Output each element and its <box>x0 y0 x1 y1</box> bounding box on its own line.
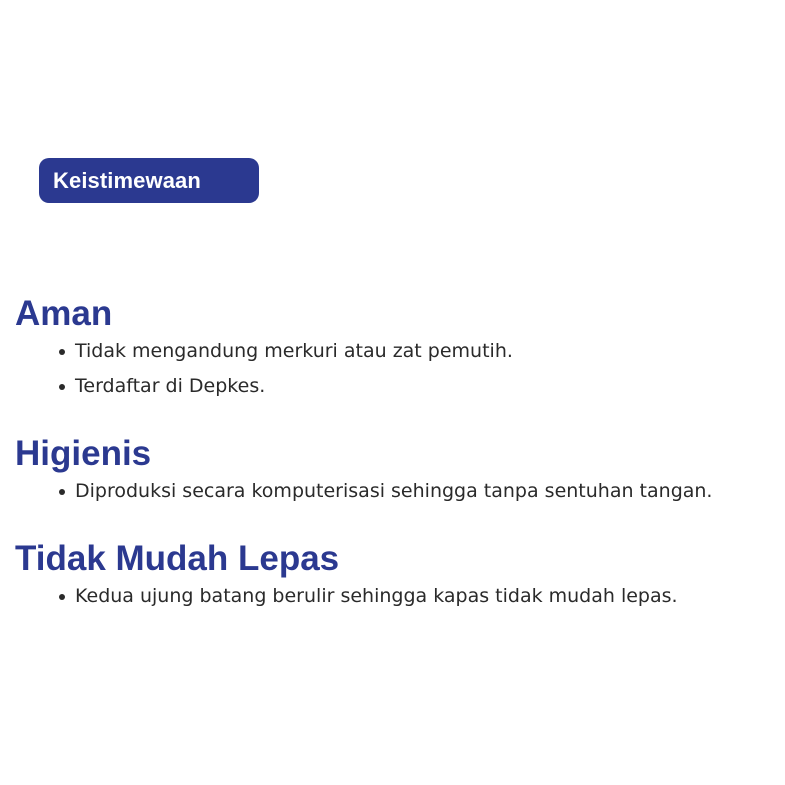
list-item-text: Diproduksi secara komputerisasi sehingga tanpa sentuhan tangan. <box>75 480 713 502</box>
section-title-aman: Aman <box>15 294 113 333</box>
bullet-dot-icon <box>59 594 65 600</box>
list-item <box>15 334 775 369</box>
bullet-dot-icon <box>59 489 65 495</box>
list-item-text: Terdaftar di Depkes. <box>75 375 266 397</box>
bullet-list-aman <box>15 334 775 404</box>
section-aman <box>15 294 775 404</box>
section-title-tidak-mudah-lepas: Tidak Mudah Lepas <box>15 539 340 578</box>
keistimewaan-badge <box>39 158 259 203</box>
section-title-higienis: Higienis <box>15 434 152 473</box>
bullet-dot-icon <box>59 384 65 390</box>
bullet-dot-icon <box>59 349 65 355</box>
list-item-text: Kedua ujung batang berulir sehingga kapas tidak mudah lepas. <box>75 585 678 607</box>
section-higienis <box>15 434 775 509</box>
list-item <box>15 474 775 509</box>
list-item-text: Tidak mengandung merkuri atau zat pemutih. <box>75 340 513 362</box>
badge-label: Keistimewaan <box>53 167 201 193</box>
list-item <box>15 369 775 404</box>
bullet-list-higienis <box>15 474 775 509</box>
list-item <box>15 579 775 614</box>
section-tidak-mudah-lepas <box>15 539 775 614</box>
bullet-list-tidak-mudah-lepas <box>15 579 775 614</box>
